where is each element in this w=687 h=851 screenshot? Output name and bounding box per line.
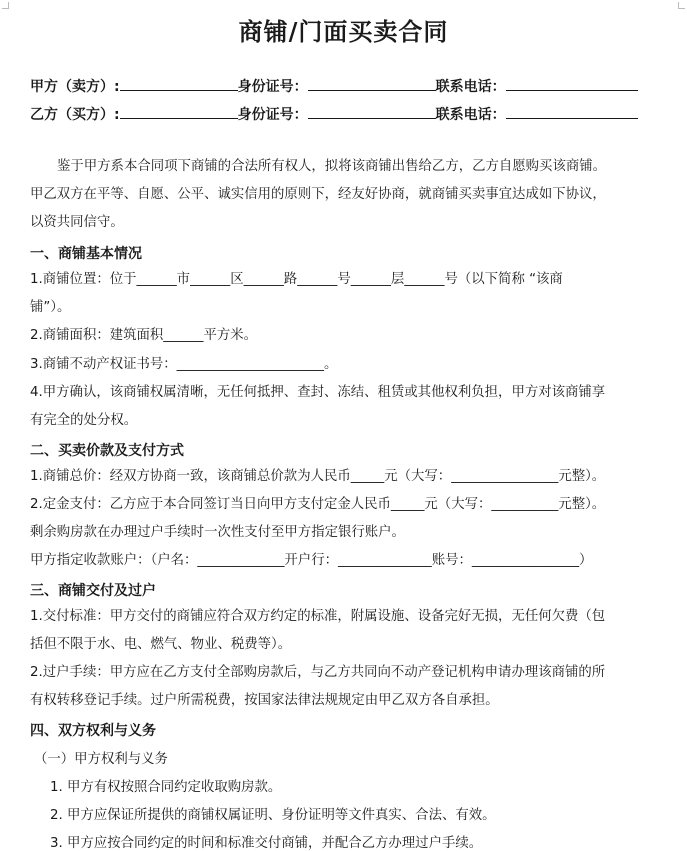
party-a-row [30,76,638,96]
party-a-phone-field[interactable] [506,76,638,91]
clause-line: 2.过户手续：甲方应在乙方支付全部购房款后，与乙方共同向不动产登记机构申请办理该商铺的所 [30,665,606,680]
page-corner-mark [2,2,9,9]
numbered-item: 2. 甲方应保证所提供的商铺权属证明、身份证明等文件真实、合法、有效。 [50,808,496,823]
document-title: 商铺/门面买卖合同 [238,17,449,46]
party-b-label: 乙方（买方）: [30,107,120,123]
party-a-id-label: 身份证号： [237,79,308,95]
clause-line: 甲方指定收款账户：（户名：_____________开户行：______________账号：________________） [30,553,593,568]
party-a-phone-label: 联系电话： [435,79,506,95]
party-a-name-field[interactable] [120,76,238,91]
clause-line: 1.商铺总价：经双方协商一致，该商铺总价款为人民币_____元（大写：________________元整）。 [30,469,606,484]
section-heading: 二、买卖价款及支付方式 [30,443,184,459]
page-corner-mark [678,2,685,9]
intro-line: 甲乙双方在平等、自愿、公平、诚实信用的原则下，经友好协商，就商铺买卖事宜达成如下协议， [30,187,606,202]
clause-line: 括但不限于水、电、燃气、物业、税费等）。 [30,637,292,652]
clause-line: 有权转移登记手续。过户所需税费，按国家法律法规规定由甲乙双方各自承担。 [30,693,499,708]
party-b-phone-label: 联系电话： [435,107,506,123]
party-a-id-field[interactable] [308,76,436,91]
numbered-item: 1. 甲方有权按照合同约定收取购房款。 [50,780,282,795]
party-b-row [30,104,638,124]
party-b-phone-field[interactable] [506,104,638,119]
clause-line: 2.定金支付：乙方应于本合同签订当日向甲方支付定金人民币_____元（大写：__________元整）。 [30,497,606,512]
party-b-name-field[interactable] [120,104,238,119]
clause-line: 有完全的处分权。 [30,413,138,428]
clause-line: 1.商铺位置：位于______市______区______路______号______层______号（以下简称 “该商 [30,272,563,287]
party-b-id-field[interactable] [308,104,436,119]
clause-line: 3.商铺不动产权证书号：______________________。 [30,357,338,372]
intro-line: 鉴于甲方系本合同项下商铺的合法所有权人，拟将该商铺出售给乙方，乙方自愿购买该商铺。 [57,159,607,174]
clause-line: 铺”）。 [30,300,71,315]
clause-line: 4.甲方确认，该商铺权属清晰，无任何抵押、查封、冻结、租赁或其他权利负担，甲方对该商铺享 [30,385,606,400]
clause-line: 2.商铺面积：建筑面积______平方米。 [30,328,258,343]
section-heading: 一、商铺基本情况 [30,246,142,262]
section-heading: 三、商铺交付及过户 [30,583,156,599]
clause-line: 1.交付标准：甲方交付的商铺应符合双方约定的标准，附属设施、设备完好无损，无任何欠费（包 [30,609,606,624]
subsection-heading: （一）甲方权利与义务 [34,752,168,767]
section-heading: 四、双方权利与义务 [30,723,156,739]
party-b-id-label: 身份证号： [237,107,308,123]
party-a-label: 甲方（卖方）: [30,79,120,95]
numbered-item: 3. 甲方应按合同约定的时间和标准交付商铺，并配合乙方办理过户手续。 [50,836,483,851]
clause-line: 剩余购房款在办理过户手续时一次性支付至甲方指定银行账户。 [30,525,405,540]
intro-line: 以资共同信守。 [30,215,124,230]
